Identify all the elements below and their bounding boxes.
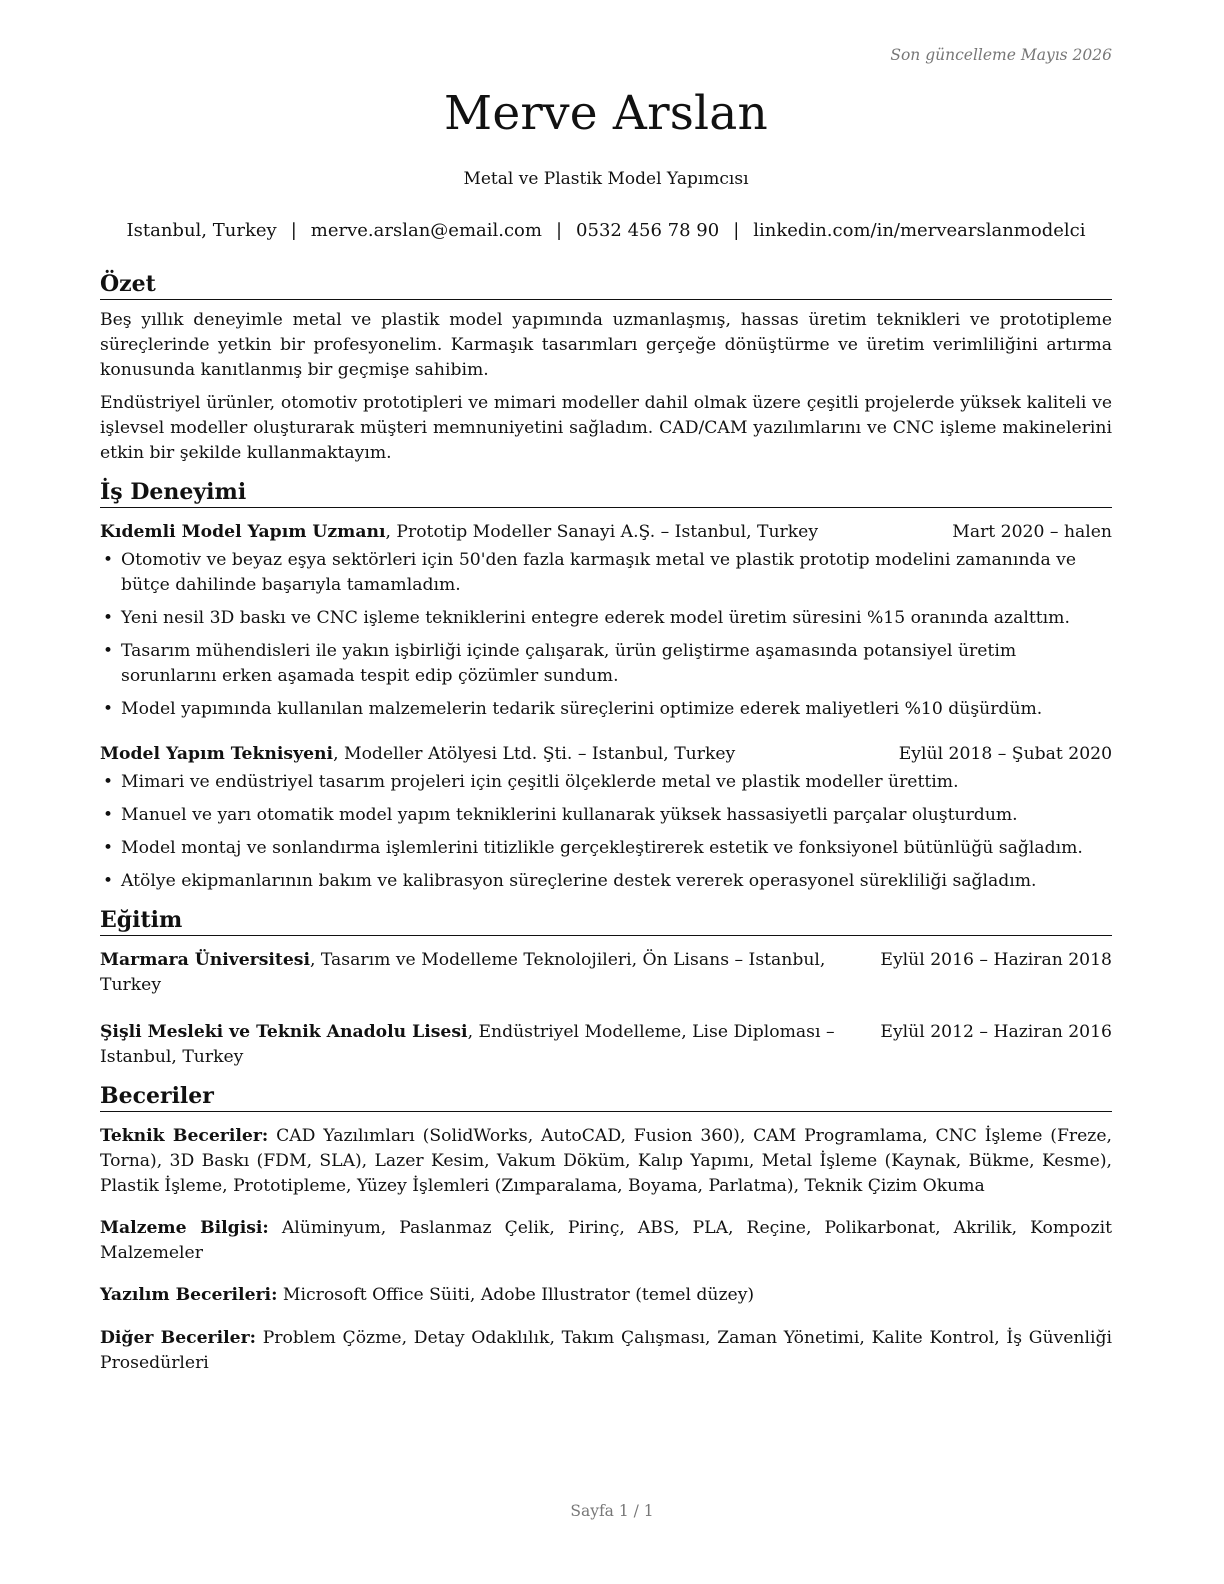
candidate-name: Merve Arslan [444,86,768,141]
skill-text: Alüminyum, Paslanmaz Çelik, Pirinç, ABS, PLA, Reçine, Polikarbonat, Akrilik, Kompozit Malzemeler [100,1218,1112,1264]
education-entry [100,948,1112,998]
job-role: Kıdemli Model Yapım Uzmanı [100,522,386,542]
skills-heading: Beceriler [100,1082,1112,1112]
school-name: Şişli Mesleki ve Teknik Anadolu Lisesi [100,1022,468,1042]
education-section [100,906,1112,1070]
job-bullet: • Tasarım mühendisleri ile yakın işbirliği içinde çalışarak, ürün geliştirme aşamasında potansiyel üretim sorunlarını erken aşamada tespit edip çözümler sundum. [100,639,1112,689]
contact-email[interactable]: merve.arslan@email.com [310,220,542,241]
job-bullet: • Model montaj ve sonlandırma işlemlerini titizlikle gerçekleştirerek estetik ve fonksiyonel bütünlüğü sağladım. [100,836,1112,861]
job-dates: Mart 2020 – halen [952,522,1112,542]
education-detail: , Tasarım ve Modelleme Teknolojileri, Ön Lisans – Istanbul, Turkey [100,950,826,995]
job-bullet: • Model yapımında kullanılan malzemelerin tedarik süreçlerini optimize ederek maliyetleri %10 düşürdüm. [100,697,1112,722]
summary-paragraph: Endüstriyel ürünler, otomotiv prototipleri ve mimari modeller dahil olmak üzere çeşitli projelerde yüksek kaliteli ve işlevsel modeller oluşturarak müşteri memnuniyetini sağladım. CAD/CAM yazılımlarını ve CNC işleme makinelerini etkin bir şekilde kullanmaktayım. [100,393,1112,463]
summary-heading: Özet [100,270,1112,300]
contact-phone: 0532 456 78 90 [576,220,720,241]
education-heading: Eğitim [100,906,1112,936]
page-number: Sayfa 1 / 1 [570,1502,654,1520]
job-role: Model Yapım Teknisyeni [100,744,334,764]
job-header [100,520,1112,545]
contact-line [100,220,1112,241]
experience-section [100,478,1112,894]
job-dates: Eylül 2018 – Şubat 2020 [898,744,1112,764]
contact-separator: | [555,220,563,241]
job-bullets [100,770,1112,894]
job-entry [100,520,1112,722]
education-entry [100,1020,1112,1070]
skill-label: Diğer Beceriler: [100,1327,256,1348]
job-company: , Modeller Atölyesi Ltd. Şti. – Istanbul, Turkey [333,744,736,764]
skill-text: Microsoft Office Süiti, Adobe Illustrator (temel düzey) [277,1285,755,1306]
job-bullet: • Otomotiv ve beyaz eşya sektörleri için 50'den fazla karmaşık metal ve plastik prototip modelini zamanında ve bütçe dahilinde başarıyla tamamladım. [100,548,1112,598]
contact-separator: | [733,220,740,241]
job-bullet: • Atölye ekipmanlarının bakım ve kalibrasyon süreçlerine destek vererek operasyonel sürekliliği sağladım. [100,869,1112,894]
skill-text: Problem Çözme, Detay Odaklılık, Takım Çalışması, Zaman Yönetimi, Kalite Kontrol, İş Güvenliği Prosedürleri [100,1327,1112,1373]
job-bullet: • Manuel ve yarı otomatik model yapım tekniklerini kullanarak yüksek hassasiyetli parçalar oluşturdum. [100,803,1112,828]
job-header [100,742,1112,767]
experience-heading: İş Deneyimi [100,478,1112,508]
job-title: Metal ve Plastik Model Yapımcısı [463,169,749,189]
summary-section [100,270,1112,466]
school-name: Marmara Üniversitesi [100,950,310,970]
skill-label: Yazılım Becerileri: [100,1285,278,1306]
contact-separator: | [290,220,297,241]
job-bullet: • Mimari ve endüstriyel tasarım projeleri için çeşitli ölçeklerde metal ve plastik modeller ürettim. [100,770,1112,795]
skill-line [100,1124,1112,1199]
job-entry [100,742,1112,894]
skill-line [100,1326,1112,1376]
education-dates: Eylül 2016 – Haziran 2018 [880,950,1112,970]
last-updated: Son güncelleme Mayıs 2026 [890,46,1112,64]
job-bullets [100,548,1112,722]
education-detail: , Endüstriyel Modelleme, Lise Diploması – Istanbul, Turkey [100,1022,835,1067]
skill-label: Malzeme Bilgisi: [100,1218,269,1239]
education-dates: Eylül 2012 – Haziran 2016 [880,1022,1112,1042]
skill-line [100,1283,1112,1308]
summary-paragraph: Beş yıllık deneyimle metal ve plastik model yapımında uzmanlaşmış, hassas üretim teknikleri ve prototipleme süreçlerinde yetkin bir profesyonelim. Karmaşık tasarımları gerçeğe dönüştürme ve üretim verimliliğini artırma konusunda kanıtlanmış bir geçmişe sahibim. [100,310,1112,380]
contact-linkedin[interactable]: linkedin.com/in/mervearslanmodelci [753,220,1086,241]
skills-section [100,1082,1112,1376]
resume-content [100,270,1112,1393]
contact-location: Istanbul, Turkey [126,220,277,241]
skill-label: Teknik Beceriler: [100,1126,269,1146]
skill-line [100,1216,1112,1266]
skill-text: CAD Yazılımları (SolidWorks, AutoCAD, Fusion 360), CAM Programlama, CNC İşleme (Freze, Torna), 3D Baskı (FDM, SLA), Lazer Kesim, Vakum Döküm, Kalıp Yapımı, Metal İşleme (Kaynak, Bükme, Kesme), Plastik İşleme, Prototipleme, Yüzey İşlemleri (Zımparalama, Boyama, Parlatma), Teknik Çizim Okuma [100,1126,1112,1196]
job-company: , Prototip Modeller Sanayi A.Ş. – Istanbul, Turkey [385,522,819,542]
job-bullet: • Yeni nesil 3D baskı ve CNC işleme tekniklerini entegre ederek model üretim süresini %15 oranında azalttım. [100,606,1112,631]
